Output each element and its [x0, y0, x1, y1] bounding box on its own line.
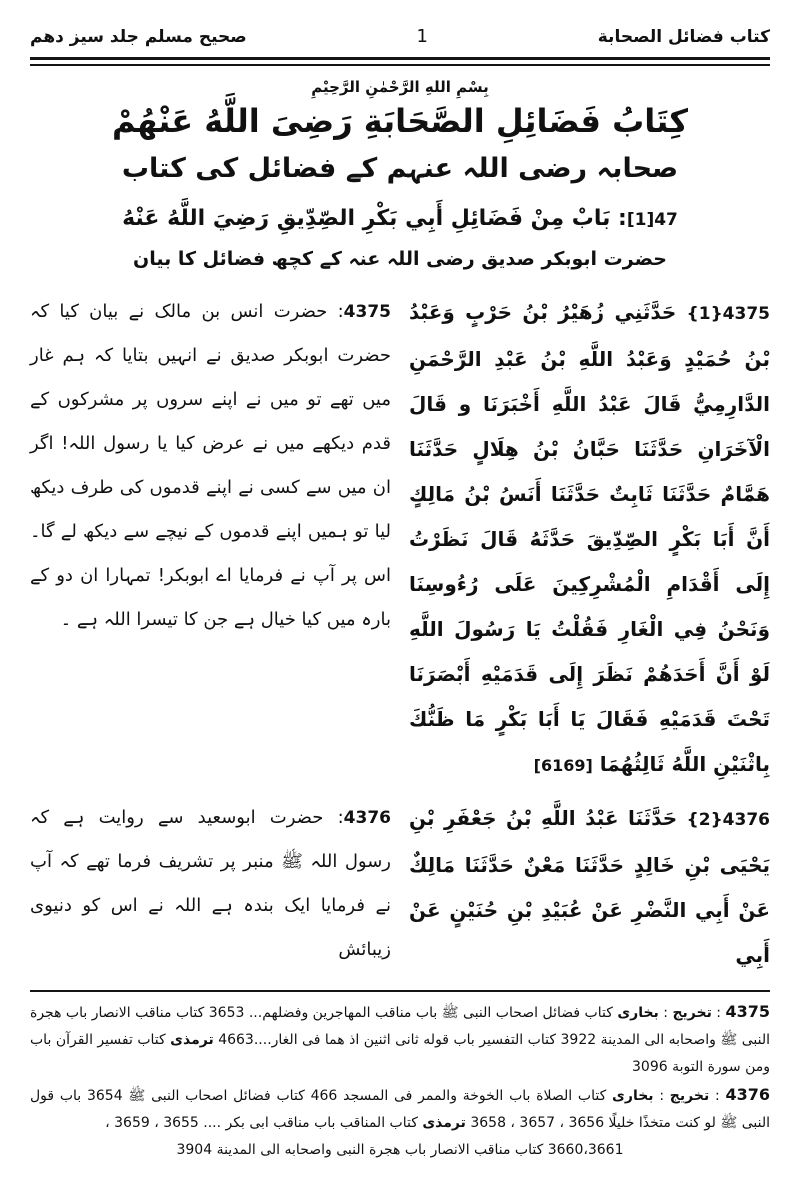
- header-double-rule: [30, 57, 770, 66]
- hadith-4375-cross-reference: [6169]: [533, 755, 593, 775]
- header-book-title: كتاب فضائل الصحابة: [597, 27, 770, 47]
- chapter-title-arabic: : بَابْ مِنْ فَضَائِلِ أَبِي بَكْرِ الصِّدِّيقِ رَضِيَ اللَّهُ عَنْهُ: [122, 206, 627, 232]
- takhreej-footnotes: [30, 998, 770, 1164]
- header-page-number: 1: [416, 26, 428, 47]
- takhreej-4376-last-line: 3660،3661 كتاب مناقب الانصار باب هجرة النبى واصحابه الى المدينة 3904: [176, 1141, 624, 1158]
- header-volume-title: صحيح مسلم جلد سيز دهم: [30, 27, 247, 47]
- hadith-4376-arabic: [409, 796, 770, 978]
- chapter-heading-arabic: [30, 202, 770, 235]
- hadith-4375-urdu-number: 4375: [343, 301, 391, 322]
- takhreej-4375: 4375 : تخريج : بخارى كتاب فضائل اصحاب النبى ﷺ باب مناقب المهاجرين وفضلهم... 3653 كتاب مناقب الانصار باب هجرة النبى ﷺ واصحابه الى المدينة 3922 كتاب التفسير باب قوله ثانى اثنين اذ هما فى الغار....4663 ترمذى كتاب تفسير القرآن باب ومن سورة التوبة 3096: [29, 1001, 771, 1075]
- hadith-4375-arabic-number: {1}4375: [686, 303, 770, 324]
- hadith-4375-urdu-text: : حضرت انس بن مالک نے بیان کیا کہ حضرت ابوبکر صدیق نے انہیں بتایا کہ ہم غار میں تھے تو میں نے اپنے سروں پر مشرکوں کے قدم دیکھے میں نے عرض کیا یا رسول اللہ! اگر ان میں سے کسی نے اپنے قدموں کی طرف دیکھ لیا تو ہمیں اپنے قدموں کے نیچے سے دیکھ لے گا۔ اس پر آپ نے فرمایا اے ابوبکر! تمہارا ان دو کے بارہ میں کیا خیال ہے جن کا تیسرا اللہ ہے ۔: [30, 300, 391, 630]
- chapter-title-urdu: حضرت ابوبکر صدیق رضی اللہ عنہ کے کچھ فضائل کا بیان: [132, 248, 667, 271]
- takhreej-4376: 4376 : تخريج : بخارى كتاب الصلاة باب الخوخة والممر فى المسجد 466 كتاب فضائل اصحاب النبى ﷺ 3654 باب قول النبى ﷺ لو كنت متخذًا خليلًا 3656 ، 3657 ، 3658 ترمذى كتاب المناقب باب مناقب ابى بكر .... 3655 ، 3659 ،: [30, 1084, 770, 1131]
- hadith-body: [30, 290, 770, 978]
- book-subtitle-urdu: صحابہ رضی اللہ عنہم کے فضائل کی کتاب: [121, 153, 679, 185]
- hadith-4376-urdu-number: 4376: [343, 807, 391, 828]
- chapter-number: [1]47: [626, 210, 678, 231]
- hadith-4375-urdu-translation: [30, 290, 391, 642]
- hadith-4375-row: [30, 290, 770, 788]
- hadith-4376-row: [30, 796, 770, 978]
- bismillah-calligraphy: بِسْمِ اللهِ الرَّحْمٰنِ الرَّحِيْمِ: [311, 78, 489, 96]
- hadith-4375-arabic-text: حَدَّثَنِي زُهَيْرُ بْنُ حَرْبٍ وَعَبْدُ بْنُ حُمَيْدٍ وَعَبْدُ اللَّهِ بْنُ عَبْدِ الرَّحْمَنِ الدَّارِمِيُّ قَالَ عَبْدُ اللَّهِ أَخْبَرَنَا و قَالَ الْآخَرَانِ حَدَّثَنَا حَبَّانُ بْنُ هِلَالٍ حَدَّثَنَا هَمَّامٌ حَدَّثَنَا ثَابِتٌ حَدَّثَنَا أَنَسُ بْنُ مَالِكٍ أَنَّ أَبَا بَكْرٍ الصِّدِّيقَ حَدَّثَهُ قَالَ نَظَرْتُ إِلَى أَقْدَامِ الْمُشْرِكِينَ عَلَى رُءُوسِنَا وَنَحْنُ فِي الْغَارِ فَقُلْتُ يَا رَسُولَ اللَّهِ لَوْ أَنَّ أَحَدَهُمْ نَظَرَ إِلَى قَدَمَيْهِ أَبْصَرَنَا تَحْتَ قَدَمَيْهِ فَقَالَ يَا أَبَا بَكْرٍ مَا ظَنُّكَ بِاثْنَيْنِ اللَّهُ ثَالِثُهُمَا: [409, 299, 770, 776]
- hadith-4376-urdu-text: : حضرت ابوسعید سے روایت ہے کہ رسول اللہ ﷺ منبر پر تشریف فرما تھے کہ آپ نے فرمایا ایک بندہ ہے اللہ نے اس کو دنیوی زیبائش: [30, 806, 391, 960]
- footnote-divider-rule: [30, 990, 770, 992]
- page-header: [30, 26, 770, 47]
- hadith-4375-arabic: [409, 290, 770, 788]
- book-main-title-arabic: كِتَابُ فَضَائِلِ الصَّحَابَةِ رَضِىَ اللَّهُ عَنْهُمْ: [112, 102, 688, 140]
- hadith-4376-arabic-text: حَدَّثَنَا عَبْدُ اللَّهِ بْنُ جَعْفَرِ بْنِ يَحْيَى بْنِ خَالِدٍ حَدَّثَنَا مَعْنٌ حَدَّثَنَا مَالِكٌ عَنْ أَبِي النَّضْرِ عَنْ عُبَيْدِ بْنِ حُنَيْنٍ عَنْ أَبِي: [409, 805, 770, 967]
- hadith-4376-arabic-number: {2}4376: [686, 809, 770, 830]
- hadith-4376-urdu-translation: [30, 796, 391, 972]
